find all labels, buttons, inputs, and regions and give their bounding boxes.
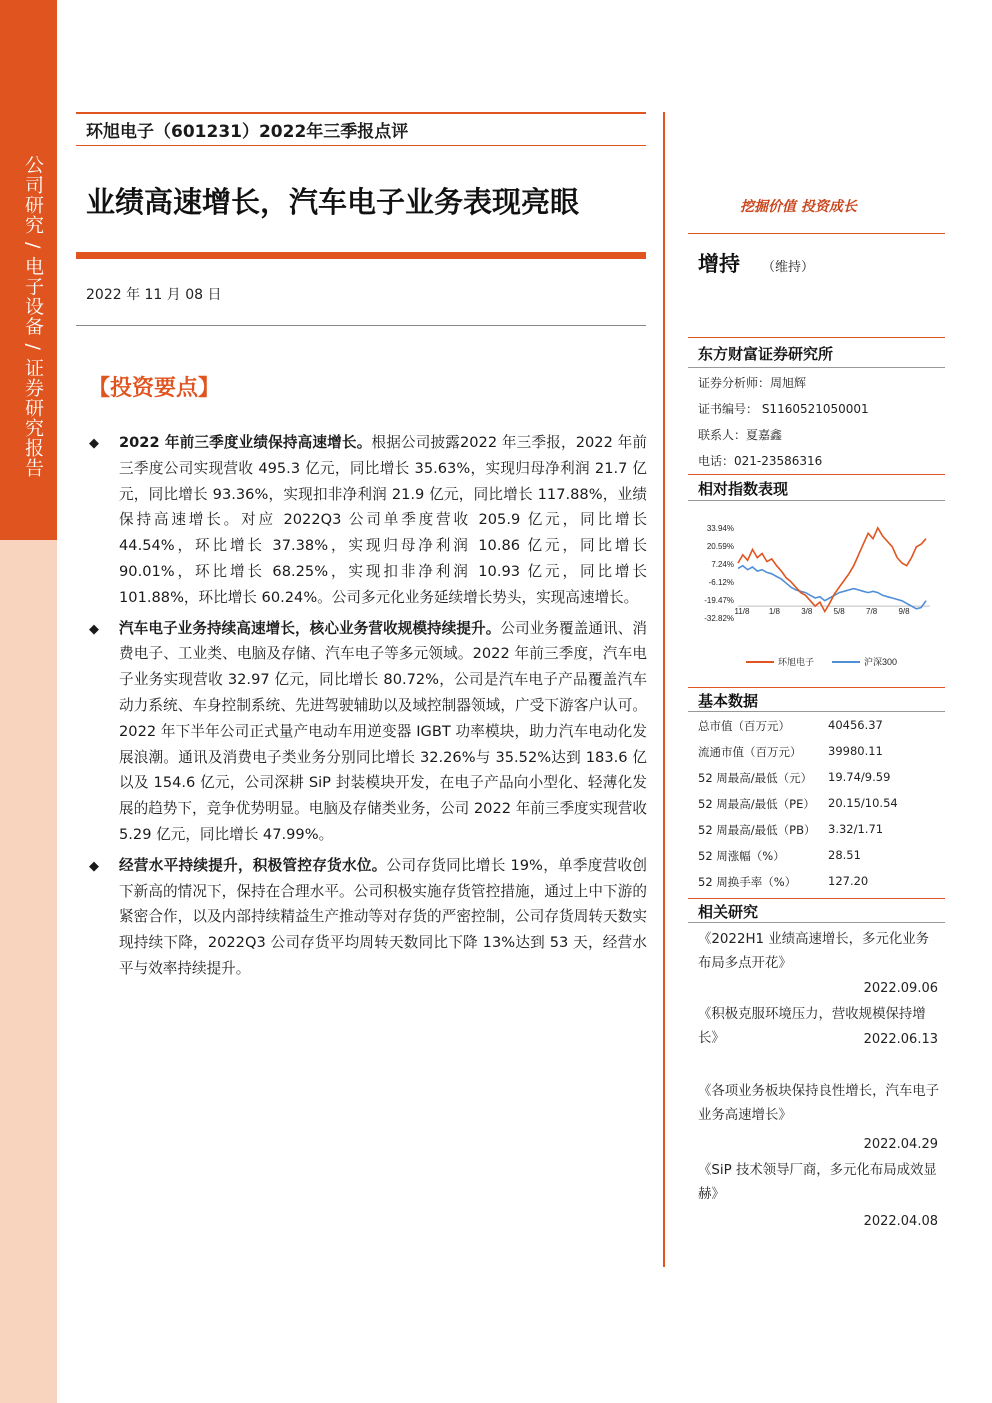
diamond-bullet-icon: ◆ [89,436,99,451]
bullet-item [87,853,647,982]
related-report-date: 2022.06.13 [863,1032,938,1047]
bullet-item [87,616,647,848]
bullet-text: 公司存货同比增长 19%，单季度营收创下新高的情况下，保持在合理水平。公司积极实施存货管控措施，通过上中下游的紧密合作，以及内部持续精益生产推动等对存货的严密控制，公司存货周转天数实现持续下降，2022Q3 公司存货平均周转天数同比下降 13%达到 53 天，经营水平与效率持续提升。 [119,856,647,977]
phone: 电话：021-23586316 [698,454,823,468]
x-tick-label: 11/8 [734,607,750,617]
y-tick-label: 20.59% [706,542,734,551]
related-report-link[interactable]: 《积极克服环境压力，营收规模保持增长》 [698,1007,926,1046]
basic-sep [688,711,945,712]
basic-data-value: 39980.11 [828,744,883,758]
related-report-date: 2022.04.08 [863,1214,938,1229]
related-report-link[interactable]: 《SiP 技术领导厂商，多元化布局成效显赫》 [698,1163,937,1202]
slogan-rule [688,233,945,234]
bullet-text: 公司业务覆盖通讯、消费电子、工业类、电脑及存储、汽车电子等多元领域。2022 年前三季度，汽车电子业务实现营收 32.97 亿元，同比增长 80.72%，公司是汽车电子产品覆盖汽车动力系统、车身控制系统、先进驾驶辅助以及域控制器领域，广受下游客户认可。2022 年下半年公司正式量产电动车用逆变器 IGBT 功率模块，助力汽车电动化发展浪潮。通讯及消费电子类业务分别同比增长 32.26%与 35.52%达到 183.6 亿以及 154.6 亿元，公司深耕 SiP 封装模块开发，在电子产品向小型化、轻薄化发展的趋势下，竞争优势明显。电脑及存储类业务，公司 2022 年前三季度实现营收 5.29 亿元，同比增长 47.99%。 [119,619,648,843]
chart-svg [698,510,943,680]
title-rule [76,145,646,146]
relative-index-chart [698,510,943,680]
basic-data-key: 总市值（百万元） [698,719,790,733]
x-tick-label: 7/8 [866,607,878,617]
cert-number: 证书编号： S1160521050001 [698,402,869,416]
related-rule [688,898,945,899]
basic-data-key: 52 周最高/最低（元） [698,771,813,785]
related-report-link[interactable]: 《各项业务板块保持良性增长，汽车电子业务高速增长》 [698,1084,940,1123]
broker-sep [688,367,945,368]
basic-data-value: 40456.37 [828,718,883,732]
y-tick-label: -6.12% [708,578,734,587]
related-report-date: 2022.04.29 [863,1137,938,1152]
broker-rule [688,337,945,338]
chart-section-title: 相对指数表现 [698,480,789,498]
section-title: 【投资要点】 [88,375,221,401]
basic-data-key: 52 周最高/最低（PE） [698,797,815,811]
related-title: 相关研究 [698,903,759,921]
analyst: 证券分析师：周旭辉 [698,376,807,390]
series-line [738,566,926,609]
basic-data-value: 20.15/10.54 [828,796,898,810]
bullet-text: 根据公司披露2022 年三季报，2022 年前三季度公司实现营收 495.3 亿元，同比增长 35.63%，实现归母净利润 21.7 亿元，同比增长 93.36%，实现扣非净利润 21.9 亿元，同比增长 117.88%，业绩保持高速增长。对应 2022Q3 公司单季度营收 205.9 亿元，同比增长 44.54%，环比增长 37.38%，实现归母净利润 10.86 亿元，同比增长 90.01%，环比增长 68.25%，实现扣非净利润 10.93 亿元，同比增长 101.88%，环比增长 60.24%。公司多元化业务延续增长势头，实现高速增长。 [119,434,648,606]
basic-data-value: 19.74/9.59 [828,770,891,784]
headline-bar [76,252,646,259]
basic-data-key: 52 周涨幅（%） [698,849,785,863]
rating-label: 增持 [698,252,740,276]
page-title: 业绩高速增长，汽车电子业务表现亮眼 [86,185,580,219]
sidebar-category: 公司研究 / 电子设备 / 证券研究报告 [22,155,44,478]
broker-name: 东方财富证券研究所 [698,345,834,363]
x-tick-label: 5/8 [833,607,845,617]
rating-sub: （维持） [762,260,815,275]
y-tick-label: 7.24% [711,560,734,569]
sidebar-light-band [0,540,57,1403]
chart-sep [688,500,945,501]
basic-data-value: 127.20 [828,874,869,888]
bullet-lead: 2022 年前三季度业绩保持高速增长。 [119,434,372,451]
top-rule [76,112,646,114]
diamond-bullet-icon: ◆ [89,621,99,637]
y-tick-label: -32.82% [704,614,734,623]
legend-label: 环旭电子 [778,657,815,667]
basic-data-value: 3.32/1.71 [828,822,884,836]
x-tick-label: 1/8 [768,607,780,617]
related-report-link[interactable]: 《2022H1 业绩高速增长，多元化业务布局多点开花》 [698,932,930,971]
basic-data-value: 28.51 [828,848,861,862]
column-divider [663,112,665,1267]
related-sep [688,922,945,923]
date-rule [76,325,646,326]
report-title: 环旭电子（601231）2022年三季报点评 [86,122,409,142]
y-tick-label: -19.47% [704,596,734,605]
investment-points [87,430,647,982]
report-date: 2022 年 11 月 08 日 [86,287,222,303]
chart-rule [688,474,945,475]
basic-rule [688,687,945,688]
contact: 联系人：夏嘉鑫 [698,428,783,442]
bullet-item [87,430,647,611]
basic-data-key: 流通市值（百万元） [698,745,802,759]
diamond-bullet-icon: ◆ [89,858,99,874]
bullet-lead: 汽车电子业务持续高速增长，核心业务营收规模持续提升。 [119,619,501,637]
x-tick-label: 9/8 [898,607,910,617]
basic-data-title: 基本数据 [698,692,759,710]
x-tick-label: 3/8 [801,607,813,617]
basic-data-key: 52 周最高/最低（PB） [698,823,816,837]
bullet-lead: 经营水平持续提升，积极管控存货水位。 [119,856,387,874]
legend-label: 沪深300 [864,657,898,667]
related-report-date: 2022.09.06 [863,981,938,996]
y-tick-label: 33.94% [706,524,734,533]
slogan: 挖掘价值 投资成长 [740,199,857,215]
basic-data-key: 52 周换手率（%） [698,875,797,889]
